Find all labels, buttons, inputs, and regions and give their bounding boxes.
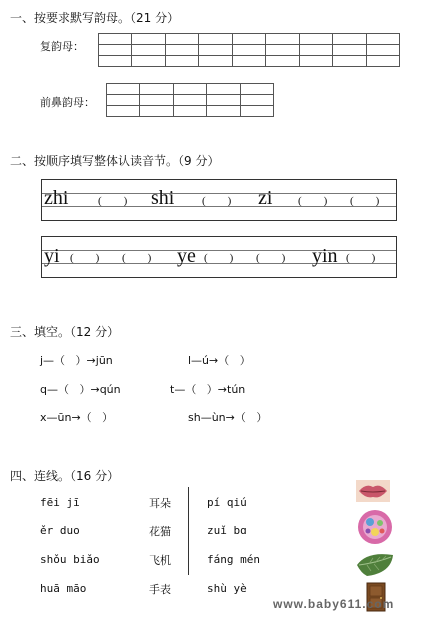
qian-bi-yunmu-grid[interactable] bbox=[106, 83, 274, 117]
watermark-text: www.baby611.com bbox=[273, 597, 395, 611]
left-pinyin[interactable]: shǒu biǎo bbox=[40, 553, 100, 566]
fill-item[interactable]: j—（ ）→jūn bbox=[40, 354, 113, 367]
syllable-zhi: zhi bbox=[44, 187, 69, 209]
answer-blank[interactable]: ( ) bbox=[350, 195, 380, 207]
section-2-title: 二、按顺序填写整体认读音节。（9 分） bbox=[10, 154, 220, 168]
answer-blank[interactable]: ( ) bbox=[346, 252, 376, 264]
right-pinyin[interactable]: fáng mén bbox=[207, 553, 260, 566]
divider-line bbox=[188, 487, 189, 575]
answer-blank[interactable]: ( ) bbox=[204, 252, 234, 264]
left-hanzi[interactable]: 手表 bbox=[149, 583, 171, 596]
syllable-ye: ye bbox=[177, 245, 196, 267]
right-pinyin[interactable]: zuǐ bɑ bbox=[207, 524, 247, 537]
answer-blank[interactable]: ( ) bbox=[202, 195, 232, 207]
answer-blank[interactable]: ( ) bbox=[122, 252, 152, 264]
fill-item[interactable]: q—（ ）→qún bbox=[40, 383, 121, 396]
left-hanzi[interactable]: 花猫 bbox=[149, 525, 171, 538]
answer-blank[interactable]: ( ) bbox=[298, 195, 328, 207]
ball-picture[interactable] bbox=[356, 509, 394, 545]
label-fu-yunmu: 复韵母： bbox=[40, 40, 84, 53]
section-1-title: 一、按要求默写韵母。（21 分） bbox=[10, 11, 180, 25]
answer-blank[interactable]: ( ) bbox=[98, 195, 128, 207]
syllable-shi: shi bbox=[151, 187, 175, 209]
right-pinyin[interactable]: pí qiú bbox=[207, 496, 247, 509]
left-hanzi[interactable]: 耳朵 bbox=[149, 497, 171, 510]
section-4-title: 四、连线。（16 分） bbox=[10, 469, 120, 483]
lips-picture[interactable] bbox=[356, 480, 390, 502]
left-pinyin[interactable]: ěr duo bbox=[40, 524, 80, 537]
fill-item[interactable]: sh—ùn→（ ） bbox=[188, 411, 268, 424]
fill-item[interactable]: t—（ ）→tún bbox=[170, 383, 246, 396]
fill-item[interactable]: x—ūn→（ ） bbox=[40, 411, 114, 424]
fill-item[interactable]: l—ú→（ ） bbox=[188, 354, 251, 367]
left-hanzi[interactable]: 飞机 bbox=[149, 554, 171, 567]
fu-yunmu-grid[interactable] bbox=[98, 33, 400, 67]
label-qian-bi-yunmu: 前鼻韵母： bbox=[40, 96, 95, 109]
syllable-zi: zi bbox=[258, 187, 273, 209]
section-3-title: 三、填空。（12 分） bbox=[10, 325, 120, 339]
right-pinyin[interactable]: shù yè bbox=[207, 582, 247, 595]
answer-blank[interactable]: ( ) bbox=[70, 252, 100, 264]
answer-blank[interactable]: ( ) bbox=[256, 252, 286, 264]
syllable-yi: yi bbox=[44, 245, 60, 267]
left-pinyin[interactable]: huā māo bbox=[40, 582, 87, 595]
syllable-yin: yin bbox=[312, 245, 338, 267]
leaf-picture[interactable] bbox=[355, 549, 397, 579]
left-pinyin[interactable]: fēi jī bbox=[40, 496, 80, 509]
